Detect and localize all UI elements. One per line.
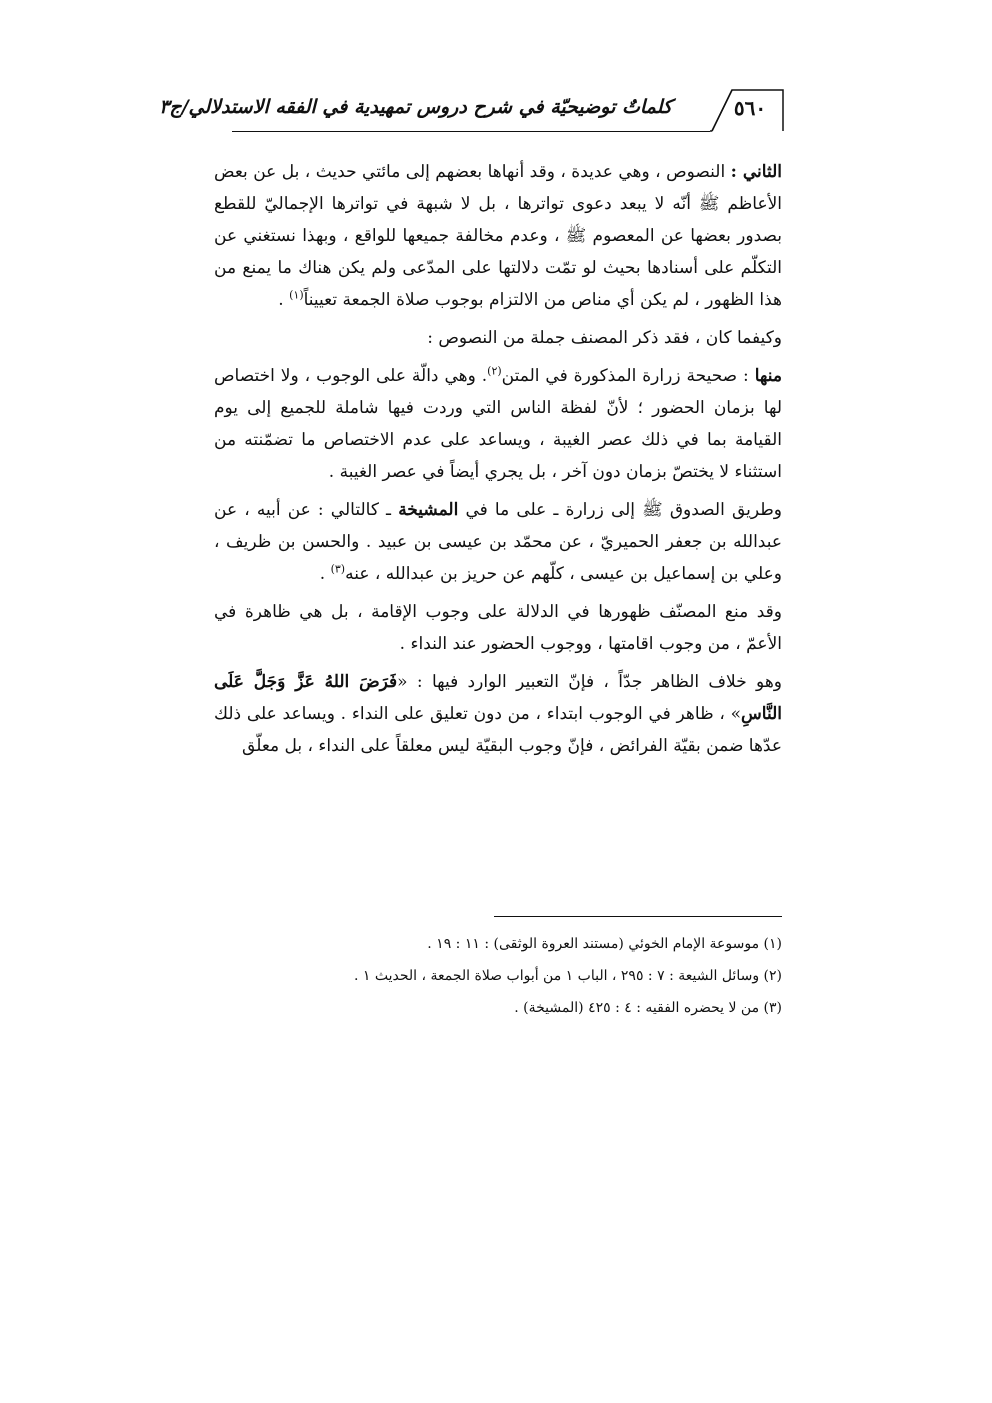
paragraph-lead: الثاني : <box>730 162 782 182</box>
footnote-separator <box>494 916 782 917</box>
paragraph-text: وقد منع المصنّف ظهورها في الدلالة على وجوب الإقامة ، بل هي ظاهرة في الأعمّ ، من وجوب اقامتها ، ووجوب الحضور عند النداء . <box>214 602 782 654</box>
paragraph-end: . <box>319 564 326 584</box>
paragraph-text: وكيفما كان ، فقد ذكر المصنف جملة من النصوص : <box>427 328 782 348</box>
paragraph-text: » ، ظاهر في الوجوب ابتداء ، من دون تعليق على النداء . ويساعد على ذلك عدّها ضمن بقيّة الفرائض ، فإنّ وجوب البقيّة ليس معلقاً على النداء ، بل معلّق <box>214 704 782 756</box>
footnote-item: (٣) من لا يحضره الفقيه : ٤ : ٤٢٥ (المشيخة) . <box>514 1000 782 1016</box>
paragraph-text: وطريق الصدوق ﷺ إلى زرارة ـ على ما في <box>458 500 782 520</box>
quoted-verse: فَرَضَ اللهُ عَزَّ وَجَلَّ عَلَى النَّاسِ <box>214 672 782 724</box>
paragraph <box>214 360 782 488</box>
paragraph <box>214 666 782 762</box>
paragraph-text: ـ كالتالي : عن أبيه ، عن عبدالله بن جعفر الحميريّ ، عن محمّد بن عيسى بن عبيد . والحسن بن ظريف ، وعلي بن إسماعيل بن عيسى ، كلّهم عن حريز بن عبدالله ، عنه <box>214 500 782 584</box>
header-rule <box>232 131 710 132</box>
paragraph-text: وهو خلاف الظاهر جدّاً ، فإنّ التعبير الوارد فيها : « <box>397 672 782 692</box>
paragraph <box>214 156 782 316</box>
paragraph <box>214 494 782 590</box>
header-slash-icon <box>710 88 750 132</box>
footnote-ref: (١) <box>289 288 304 302</box>
paragraph-end: . <box>278 290 284 310</box>
footnote-item: (١) موسوعة الإمام الخوئي (مستند العروة الوثقى) : ١١ : ١٩ . <box>427 936 782 952</box>
page-number: ٥٦٠ <box>733 96 767 120</box>
footnote-ref: (٣) <box>330 562 346 576</box>
paragraph-lead: منها <box>754 366 783 386</box>
footnotes <box>214 928 782 1024</box>
book-title: كلماتٌ توضيحيّة في شرح دروس تمهيدية في الفقه الاستدلالي/ج٣ <box>159 96 672 118</box>
paragraph-text: : صحيحة زرارة المذكورة في المتن <box>501 366 755 386</box>
paragraph-text: النصوص ، وهي عديدة ، وقد أنهاها بعضهم إلى مائتي حديث ، بل عن بعض الأعاظم ﷺ أنّه لا يبعد دعوى تواترها ، بل لا شبهة في تواترها الإجماليّ للقطع بصدور بعضها عن المعصوم ﷺ ، وعدم مخالفة جميعها للواقع ، وبهذا نستغني عن التكلّم على أسنادها بحيث لو تمّت دلالتها على المدّعى ولم يكن هناك ما يمنع من هذا الظهور ، لم يكن أي مناص من الالتزام بوجوب صلاة الجمعة تعييناً <box>214 162 782 310</box>
paragraph-text: . وهي دالّة على الوجوب ، ولا اختصاص لها بزمان الحضور ؛ لأنّ لفظة الناس التي وردت فيها شاملة للجميع إلى يوم القيامة بما في ذلك عصر الغيبة ، ويساعد على عدم الاختصاص ما تضمّنته من استثناء لا يختصّ بزمان دون آخر ، بل يجري أيضاً في عصر الغيبة . <box>214 366 782 482</box>
footnote-ref: (٢) <box>487 364 502 378</box>
page-header <box>159 88 784 132</box>
paragraph <box>214 322 782 354</box>
footnote-item: (٢) وسائل الشيعة : ٧ : ٢٩٥ ، الباب ١ من أبواب صلاة الجمعة ، الحديث ١ . <box>354 968 782 984</box>
bold-term: المشيخة <box>398 500 459 520</box>
main-text <box>214 156 782 768</box>
paragraph <box>214 596 782 660</box>
